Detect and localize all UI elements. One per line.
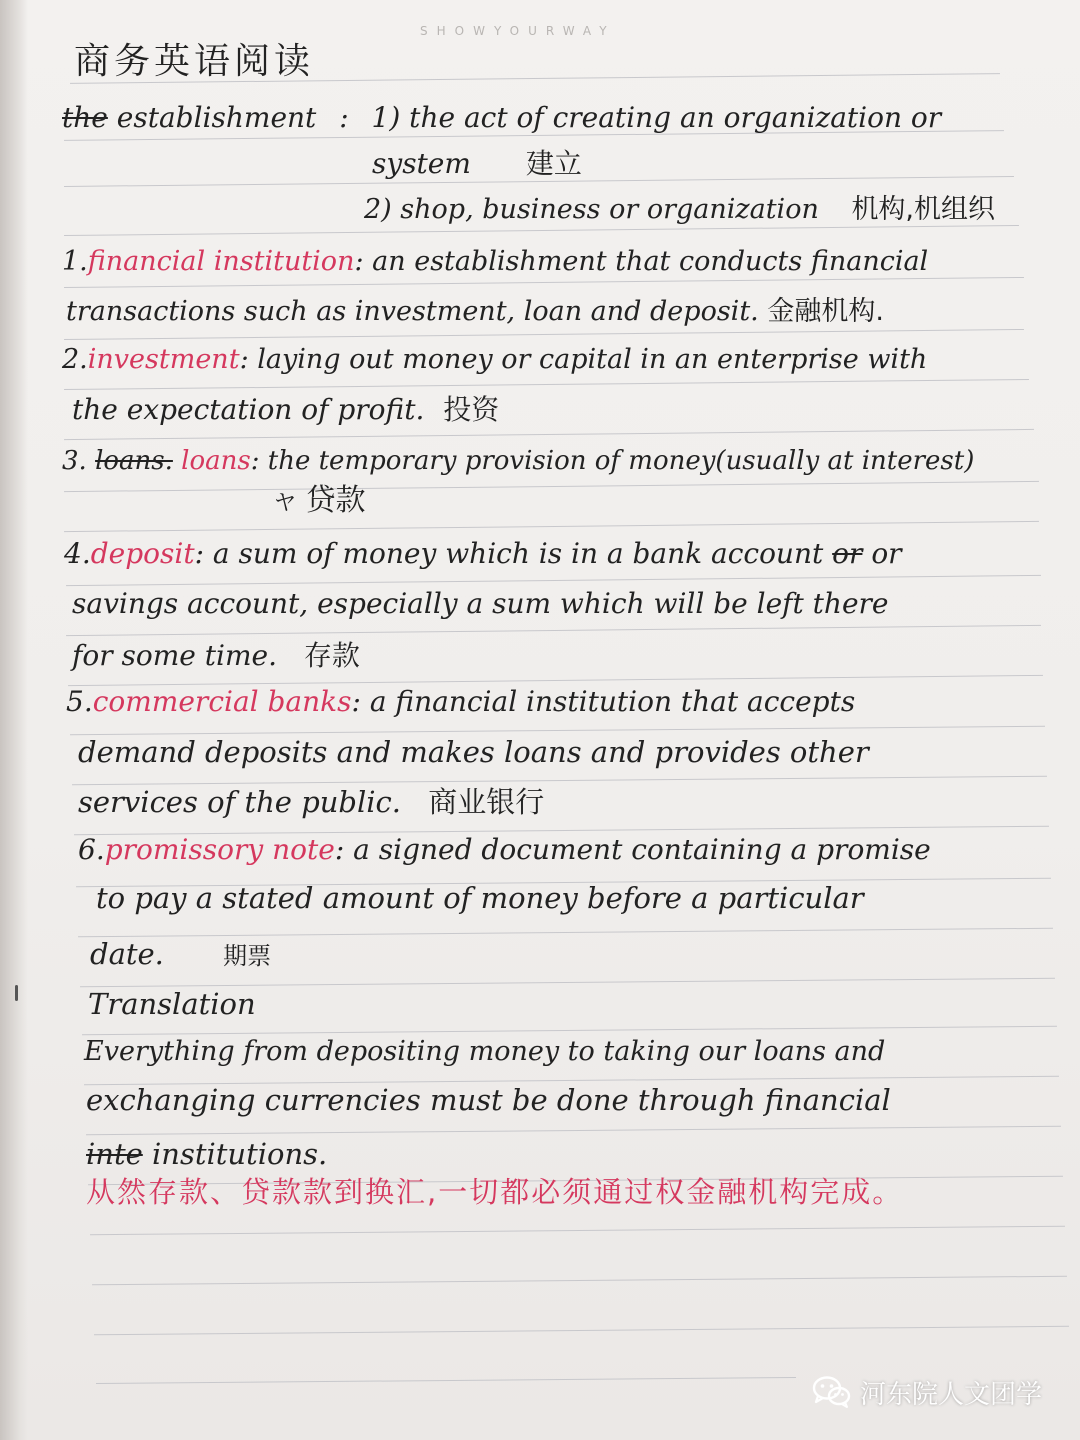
scribble-mark: ヤ [274, 491, 297, 516]
line-20 [84, 1038, 885, 1065]
ruled-line [64, 429, 1034, 440]
line-5 [66, 298, 884, 325]
definition-text: the expectation of profit. [72, 393, 425, 426]
heading-text: Translation [88, 987, 256, 1021]
line-14 [78, 735, 869, 769]
chinese-translation: 机构,机组织 [851, 194, 996, 225]
colon: : [339, 101, 349, 134]
chinese-translation: 商业银行 [428, 785, 545, 819]
term-financial-institution: financial institution [87, 246, 355, 277]
ruled-line [78, 928, 1053, 938]
translation-text: institutions. [152, 1137, 328, 1171]
definition-text: date. [90, 937, 164, 971]
ruled-line [64, 329, 1024, 340]
chinese-translation-sentence [86, 1175, 904, 1209]
definition-text: to pay a stated amount of money before a particular [96, 881, 864, 915]
line-16 [78, 833, 931, 866]
ruled-line [92, 1276, 1067, 1286]
ruled-line [66, 625, 1041, 636]
definition-text: for some time. [72, 639, 277, 672]
line-21 [86, 1083, 891, 1117]
definition-text: 1) the act of creating an organization or [371, 101, 942, 134]
line-22 [86, 1137, 328, 1171]
entry-number: 2. [62, 344, 88, 375]
ruled-line [64, 225, 1019, 236]
chinese-translation: 建立 [525, 147, 582, 180]
chinese-translation: 金融机构. [767, 296, 884, 327]
definition-text: : a financial institution that accepts [351, 685, 856, 718]
ruled-line [90, 1226, 1065, 1236]
struck-word: or [832, 537, 863, 570]
definition-text: system [372, 147, 471, 180]
definition-text: demand deposits and makes loans and provides other [78, 735, 869, 769]
chinese-translation: 期票 [223, 942, 272, 970]
entry-number: 3. [62, 446, 87, 476]
ruled-line [64, 481, 1039, 492]
definition-text: : a sum of money which is in a bank account [194, 537, 824, 570]
definition-text: : an establishment that conducts financial [354, 246, 929, 277]
struck-word: inte [86, 1137, 143, 1171]
struck-word: loans. [95, 446, 173, 476]
ruled-line [96, 1377, 796, 1384]
line-17 [96, 881, 864, 915]
definition-text: : laying out money or capital in an enterprise with [239, 344, 928, 375]
line-10 [64, 537, 902, 570]
definition-text: savings account, especially a sum which will be left there [72, 587, 889, 620]
line-11 [72, 587, 889, 620]
term-investment: investment [87, 344, 240, 375]
line-2 [372, 147, 582, 180]
line-13 [66, 685, 856, 718]
line-3 [364, 196, 995, 223]
term-loans: loans [181, 446, 251, 476]
watermark-text: 河东院人文团学 [860, 1379, 1043, 1410]
definition-text: 2) shop, business or organization [364, 194, 819, 225]
ruled-line [72, 776, 1047, 786]
line-18 [90, 937, 272, 971]
line-6 [62, 346, 927, 373]
definition-text: transactions such as investment, loan and deposit. [66, 296, 759, 327]
ruled-line [80, 978, 1055, 988]
ruled-line [70, 726, 1045, 736]
ruled-line [94, 1326, 1069, 1336]
translation-text: 从然存款、贷款款到换汇,一切都必须通过权金融机构完成。 [86, 1175, 904, 1209]
margin-pen-mark [15, 985, 18, 1001]
ruled-line [64, 277, 1024, 288]
struck-word: the [62, 101, 108, 134]
line-7 [72, 393, 500, 426]
chinese-translation: 贷款 [305, 483, 366, 518]
term-promissory-note: promissory note [104, 833, 335, 866]
notebook-spine-shadow [0, 0, 28, 1440]
definition-text: : a signed document containing a promise [334, 833, 931, 866]
chinese-translation: 存款 [303, 639, 360, 672]
line-1 [62, 101, 942, 134]
term-deposit: deposit [90, 537, 195, 570]
wechat-watermark [812, 1372, 1042, 1412]
page-title: 商务英语阅读 [74, 41, 315, 82]
ruled-line [64, 521, 1039, 532]
chinese-translation: 投资 [443, 393, 500, 426]
line-9 [274, 483, 366, 518]
line-8 [62, 448, 974, 474]
entry-number: 6. [78, 833, 105, 866]
ruled-line [82, 1026, 1057, 1036]
term-commercial-banks: commercial banks [92, 685, 352, 718]
definition-text: : the temporary provision of money(usually at interest) [250, 446, 975, 476]
entry-number: 5. [66, 685, 93, 718]
translation-text: exchanging currencies must be done through financial [86, 1083, 891, 1117]
line-12 [72, 639, 360, 672]
wechat-icon [812, 1375, 852, 1409]
ruled-line [64, 379, 1029, 390]
ruled-line [66, 575, 1041, 586]
section-heading-translation [88, 987, 256, 1021]
ruled-line [86, 1126, 1061, 1136]
term-establishment: establishment [116, 101, 317, 134]
line-15 [78, 785, 545, 819]
entry-number: 4. [64, 537, 91, 570]
definition-text: services of the public. [78, 785, 402, 819]
notebook-brand: SHOWYOURWAY [420, 24, 616, 38]
translation-text: Everything from depositing money to taking our loans and [84, 1036, 886, 1067]
entry-number: 1. [62, 246, 88, 277]
line-4 [62, 248, 928, 275]
definition-text: or [871, 537, 902, 570]
